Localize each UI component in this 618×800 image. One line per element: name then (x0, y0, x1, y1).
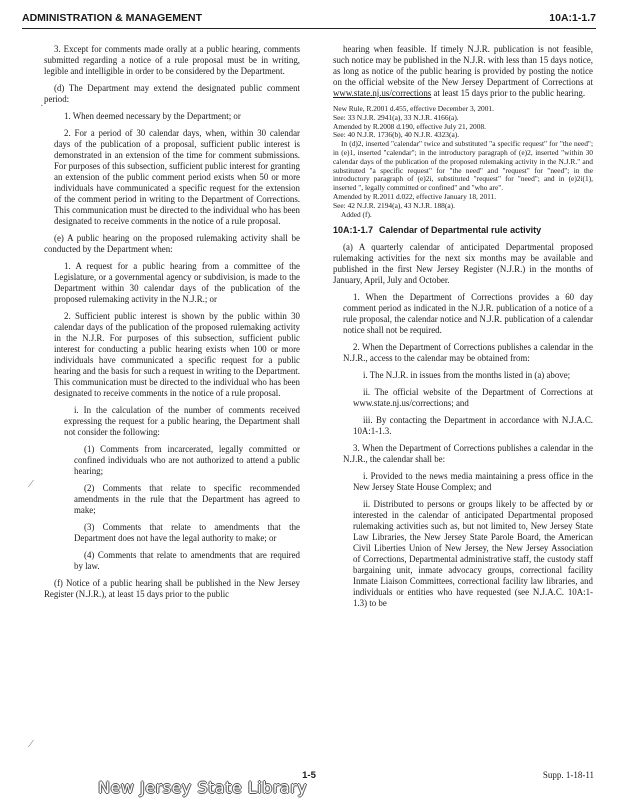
history-line: See: 42 N.J.R. 2194(a), 43 N.J.R. 188(a). (333, 200, 455, 210)
paragraph: (e) A public hearing on the proposed rulemaking activity shall be conducted by the Department when: (44, 233, 300, 254)
history-line: In (d)2, inserted "calendar" twice and substituted "a specific request" for "the need"; in (e)1, inserted "calendar"; in the introductory paragraph of (e)2, inserted "within 30 calendar days of the publication of the proposed rulemaking activity in the N.J.R." and substituted "a specific request" for "the need" and "request" for "need"; in the introductory paragraph of (e)2i, substituted "request" for "need"; and in (e)2i(1), inserted ", legally committed or confined" and "who are". (333, 139, 593, 193)
paragraph: (2) Comments that relate to specific recommended amendments in the rule that the Department has agreed to make; (74, 483, 300, 515)
paragraph: i. In the calculation of the number of comments received expressing the request for a public hearing, the Department shall not consider the following: (64, 405, 300, 437)
corrections-url-link[interactable]: www.state.nj.us/corrections (333, 88, 432, 98)
paragraph: 3. When the Department of Corrections publishes a calendar in the N.J.R., the calendar shall be: (343, 443, 593, 465)
margin-mark: ⁄ (30, 738, 32, 750)
paragraph: ii. The official website of the Department of Corrections at www.state.nj.us/corrections; and (353, 387, 593, 409)
section-title: Calendar of Departmental rule activity (379, 225, 542, 236)
history-line: New Rule, R.2001 d.455, effective December 3, 2001. (333, 104, 494, 113)
right-column (333, 44, 593, 615)
paragraph: ii. Distributed to persons or groups likely to be affected by or interested in the calendar of anticipated Departmental proposed rulemaking activities such as, but not limited to, New Jersey State Law Libraries, the New Jersey State Parole Board, the American Civil Liberties Union of New Jersey, the New Jersey Association of Corrections, Departmental administrative staff, the custody staff bargaining unit, inmate advocacy groups, correctional facility Inmate Liaison Committees, correctional facility law libraries, and individuals or entities who have requested (see N.J.A.C. 10A:1-1.3) to be (353, 499, 593, 609)
supplement-date: Supp. 1-18-11 (542, 770, 594, 780)
paragraph: (f) Notice of a public hearing shall be published in the New Jersey Register (N.J.R.), at least 15 days prior to the public (44, 578, 300, 599)
paragraph: i. The N.J.R. in issues from the months listed in (a) above; (363, 370, 571, 381)
page-number: 1-5 (302, 770, 316, 781)
history-line: See: 33 N.J.R. 2941(a), 33 N.J.R. 4166(a). (333, 112, 459, 122)
left-column (44, 44, 300, 606)
section-number: 10A:1-1.7 (333, 225, 374, 236)
paragraph: 1. A request for a public hearing from a committee of the Legislature, or a governmental agency or subdivision, is made to the Department within 30 calendar days of the publication of the proposed rulemaking activity in the N.J.R.; or (54, 261, 300, 304)
header-rule (22, 28, 596, 29)
history-line: See: 40 N.J.R. 1736(b), 40 N.J.R. 4323(a). (333, 130, 460, 140)
paragraph: iii. By contacting the Department in accordance with N.J.A.C. 10A:1-1.3. (353, 415, 593, 437)
margin-mark: ⁄ (30, 478, 32, 490)
header-title: ADMINISTRATION & MANAGEMENT (22, 12, 203, 24)
history-line: Added (f). (341, 209, 372, 219)
paragraph: (3) Comments that relate to amendments that the Department does not have the legal authority to make; or (74, 522, 300, 543)
library-watermark: New Jersey State Library (98, 778, 308, 797)
margin-mark: · (40, 100, 44, 112)
rule-history-notes (333, 105, 593, 219)
hearing-notice-continued: hearing when feasible. If timely N.J.R. publication is not feasible, such notice may be published in the N.J.R. with less than 15 days notice, as long as notice of the public hearing is provided by posting the notice on the official website of the New Jersey Department of Corrections at www.state.nj.us/corrections at least 15 days prior to the public hearing. (333, 44, 593, 98)
paragraph: 2. Sufficient public interest is shown by the public within 30 calendar days of the publication of the proposed rulemaking activity in the N.J.R. For purposes of this subsection, sufficient public interest for conducting a public hearing exists when 100 or more individuals have communicated a specific request for a public hearing and the basis for such a request in writing to the Department. This communication must be directed to the individual who has been designated to receive comments in the notice of a rule proposal. (54, 311, 300, 398)
history-line: Amended by R.2011 d.022, effective January 18, 2011. (333, 191, 497, 201)
paragraph: (4) Comments that relate to amendments that are required by law. (74, 550, 300, 571)
section-body (333, 242, 593, 609)
paragraph: (a) A quarterly calendar of anticipated Departmental proposed rulemaking activities for the next six months may be available and published in the first New Jersey Register (N.J.R.) in the months of January, April, July and October. (333, 242, 593, 286)
header-section-number: 10A:1-1.7 (549, 12, 596, 24)
section-heading (333, 225, 593, 236)
paragraph: 3. Except for comments made orally at a public hearing, comments submitted regarding a notice of a rule proposal must be in writing, legible and intelligible in order to be considered by the Department. (44, 44, 300, 76)
paragraph: 1. When the Department of Corrections provides a 60 day comment period as indicated in the N.J.R. publication of a notice of a rule proposal, the calendar notice and N.J.R. publication of a calendar notice shall not be required. (343, 292, 593, 336)
paragraph: 1. When deemed necessary by the Department; or (64, 111, 241, 121)
running-header (22, 12, 596, 26)
paragraph: (1) Comments from incarcerated, legally committed or confined individuals who are not authorized to attend a public hearing; (74, 444, 300, 476)
paragraph: 2. For a period of 30 calendar days, when, within 30 calendar days of the publication of a proposal, sufficient public interest is demonstrated in an extension of the time for comment submissions. For purposes of this subsection, sufficient public interest for granting an extension of the public comment period exists when 50 or more individuals have communicated a specific request for the extension of the comment period in writing to the Department of Corrections. This communication must be directed to the individual who has been designated to receive comments in the notice of a rule proposal. (54, 128, 300, 226)
paragraph: 2. When the Department of Corrections publishes a calendar in the N.J.R., access to the calendar may be obtained from: (343, 342, 593, 364)
history-line: Amended by R.2008 d.190, effective July 21, 2008. (333, 121, 486, 131)
paragraph: (d) The Department may extend the designated public comment period: (44, 83, 300, 104)
paragraph: i. Provided to the news media maintaining a press office in the New Jersey State House Complex; and (353, 471, 593, 493)
